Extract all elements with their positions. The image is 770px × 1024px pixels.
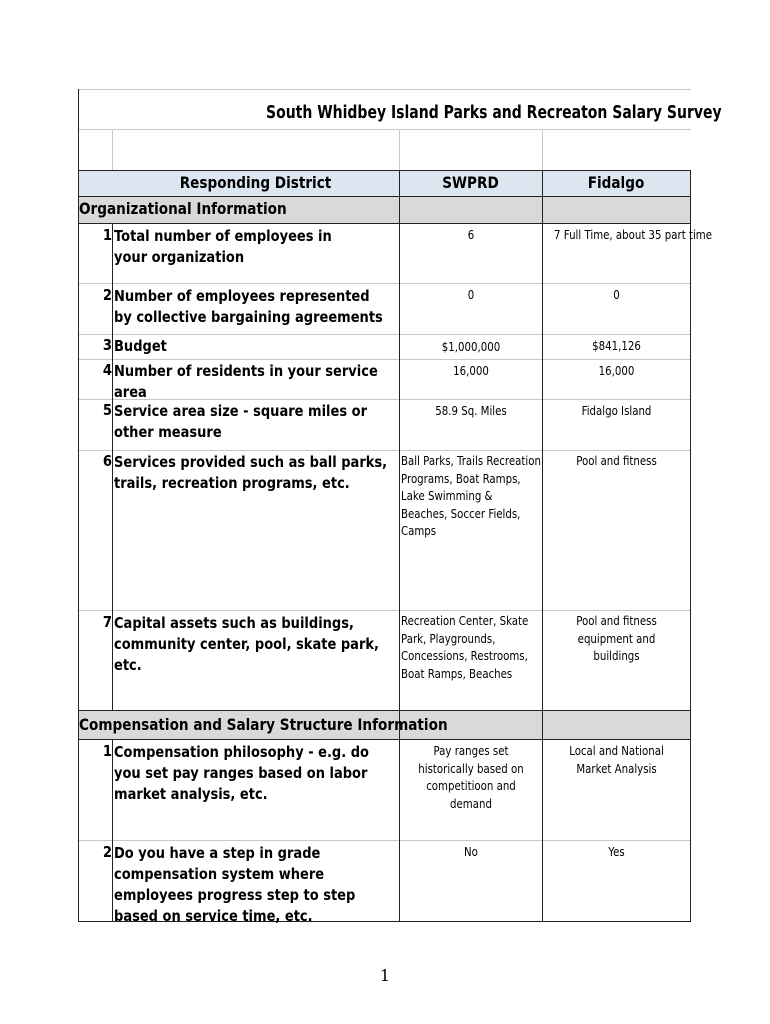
fidalgo-value: Pool and fitness equipment and buildings <box>576 614 657 663</box>
swprd-value: 58.9 Sq. Miles <box>435 404 507 418</box>
section-label-organizational: Organizational Information <box>79 199 287 218</box>
question-text: Services provided such as ball parks, trails, recreation programs, etc. <box>114 453 388 492</box>
section-label-compensation: Compensation and Salary Structure Information <box>79 715 448 734</box>
row-number: 7 <box>102 613 112 631</box>
swprd-value: $1,000,000 <box>441 340 501 354</box>
fidalgo-value: Yes <box>608 845 625 859</box>
question-text: Capital assets such as buildings, community center, pool, skate park, etc. <box>114 614 379 674</box>
responding-district-header: Responding District <box>179 173 332 192</box>
question-text: Service area size - square miles or other measure <box>114 402 367 441</box>
question-text: Compensation philosophy - e.g. do you set pay ranges based on labor market analysis, etc. <box>114 743 370 803</box>
row-number: 6 <box>102 452 112 470</box>
fidalgo-value: 7 Full Time, about 35 part time <box>554 228 712 242</box>
swprd-value: 0 <box>467 288 475 302</box>
row-number: 3 <box>102 336 112 354</box>
spreadsheet <box>78 89 722 925</box>
fidalgo-value: 0 <box>613 288 620 302</box>
question-text: Do you have a step in grade compensation system where employees progress step to step based on service time, etc. <box>114 844 356 925</box>
row-number: 4 <box>102 361 112 379</box>
fidalgo-column-header: Fidalgo <box>587 173 645 192</box>
row-number: 1 <box>102 226 112 244</box>
fidalgo-value: Local and National Market Analysis <box>569 744 664 776</box>
swprd-value: No <box>464 845 478 859</box>
fidalgo-value: Pool and fitness <box>576 454 657 468</box>
fidalgo-value: 16,000 <box>598 364 635 378</box>
question-text: Number of employees represented by collective bargaining agreements <box>114 287 383 326</box>
fidalgo-value: $841,126 <box>592 339 641 353</box>
swprd-value: 16,000 <box>453 364 489 378</box>
swprd-column-header: SWPRD <box>442 173 499 192</box>
question-text: Total number of employees in your organization <box>114 227 332 266</box>
row-number: 2 <box>102 286 112 304</box>
page-number: 1 <box>379 966 391 985</box>
swprd-value: Recreation Center, Skate Park, Playgrounds, Concessions, Restrooms, Boat Ramps, Beaches <box>401 614 529 681</box>
swprd-value: Ball Parks, Trails Recreation Programs, Boat Ramps, Lake Swimming & Beaches, Soccer Fields, Camps <box>401 454 541 538</box>
fidalgo-value: Fidalgo Island <box>581 404 652 418</box>
row-number: 2 <box>102 843 112 861</box>
question-text: Number of residents in your service area <box>114 362 378 401</box>
swprd-value: 6 <box>467 228 475 242</box>
swprd-value: Pay ranges set historically based on competitioon and demand <box>418 744 524 811</box>
row-number: 5 <box>102 401 112 419</box>
page-title: South Whidbey Island Parks and Recreaton Salary Survey <box>266 103 722 123</box>
row-number: 1 <box>102 742 112 760</box>
question-text: Budget <box>114 337 167 355</box>
